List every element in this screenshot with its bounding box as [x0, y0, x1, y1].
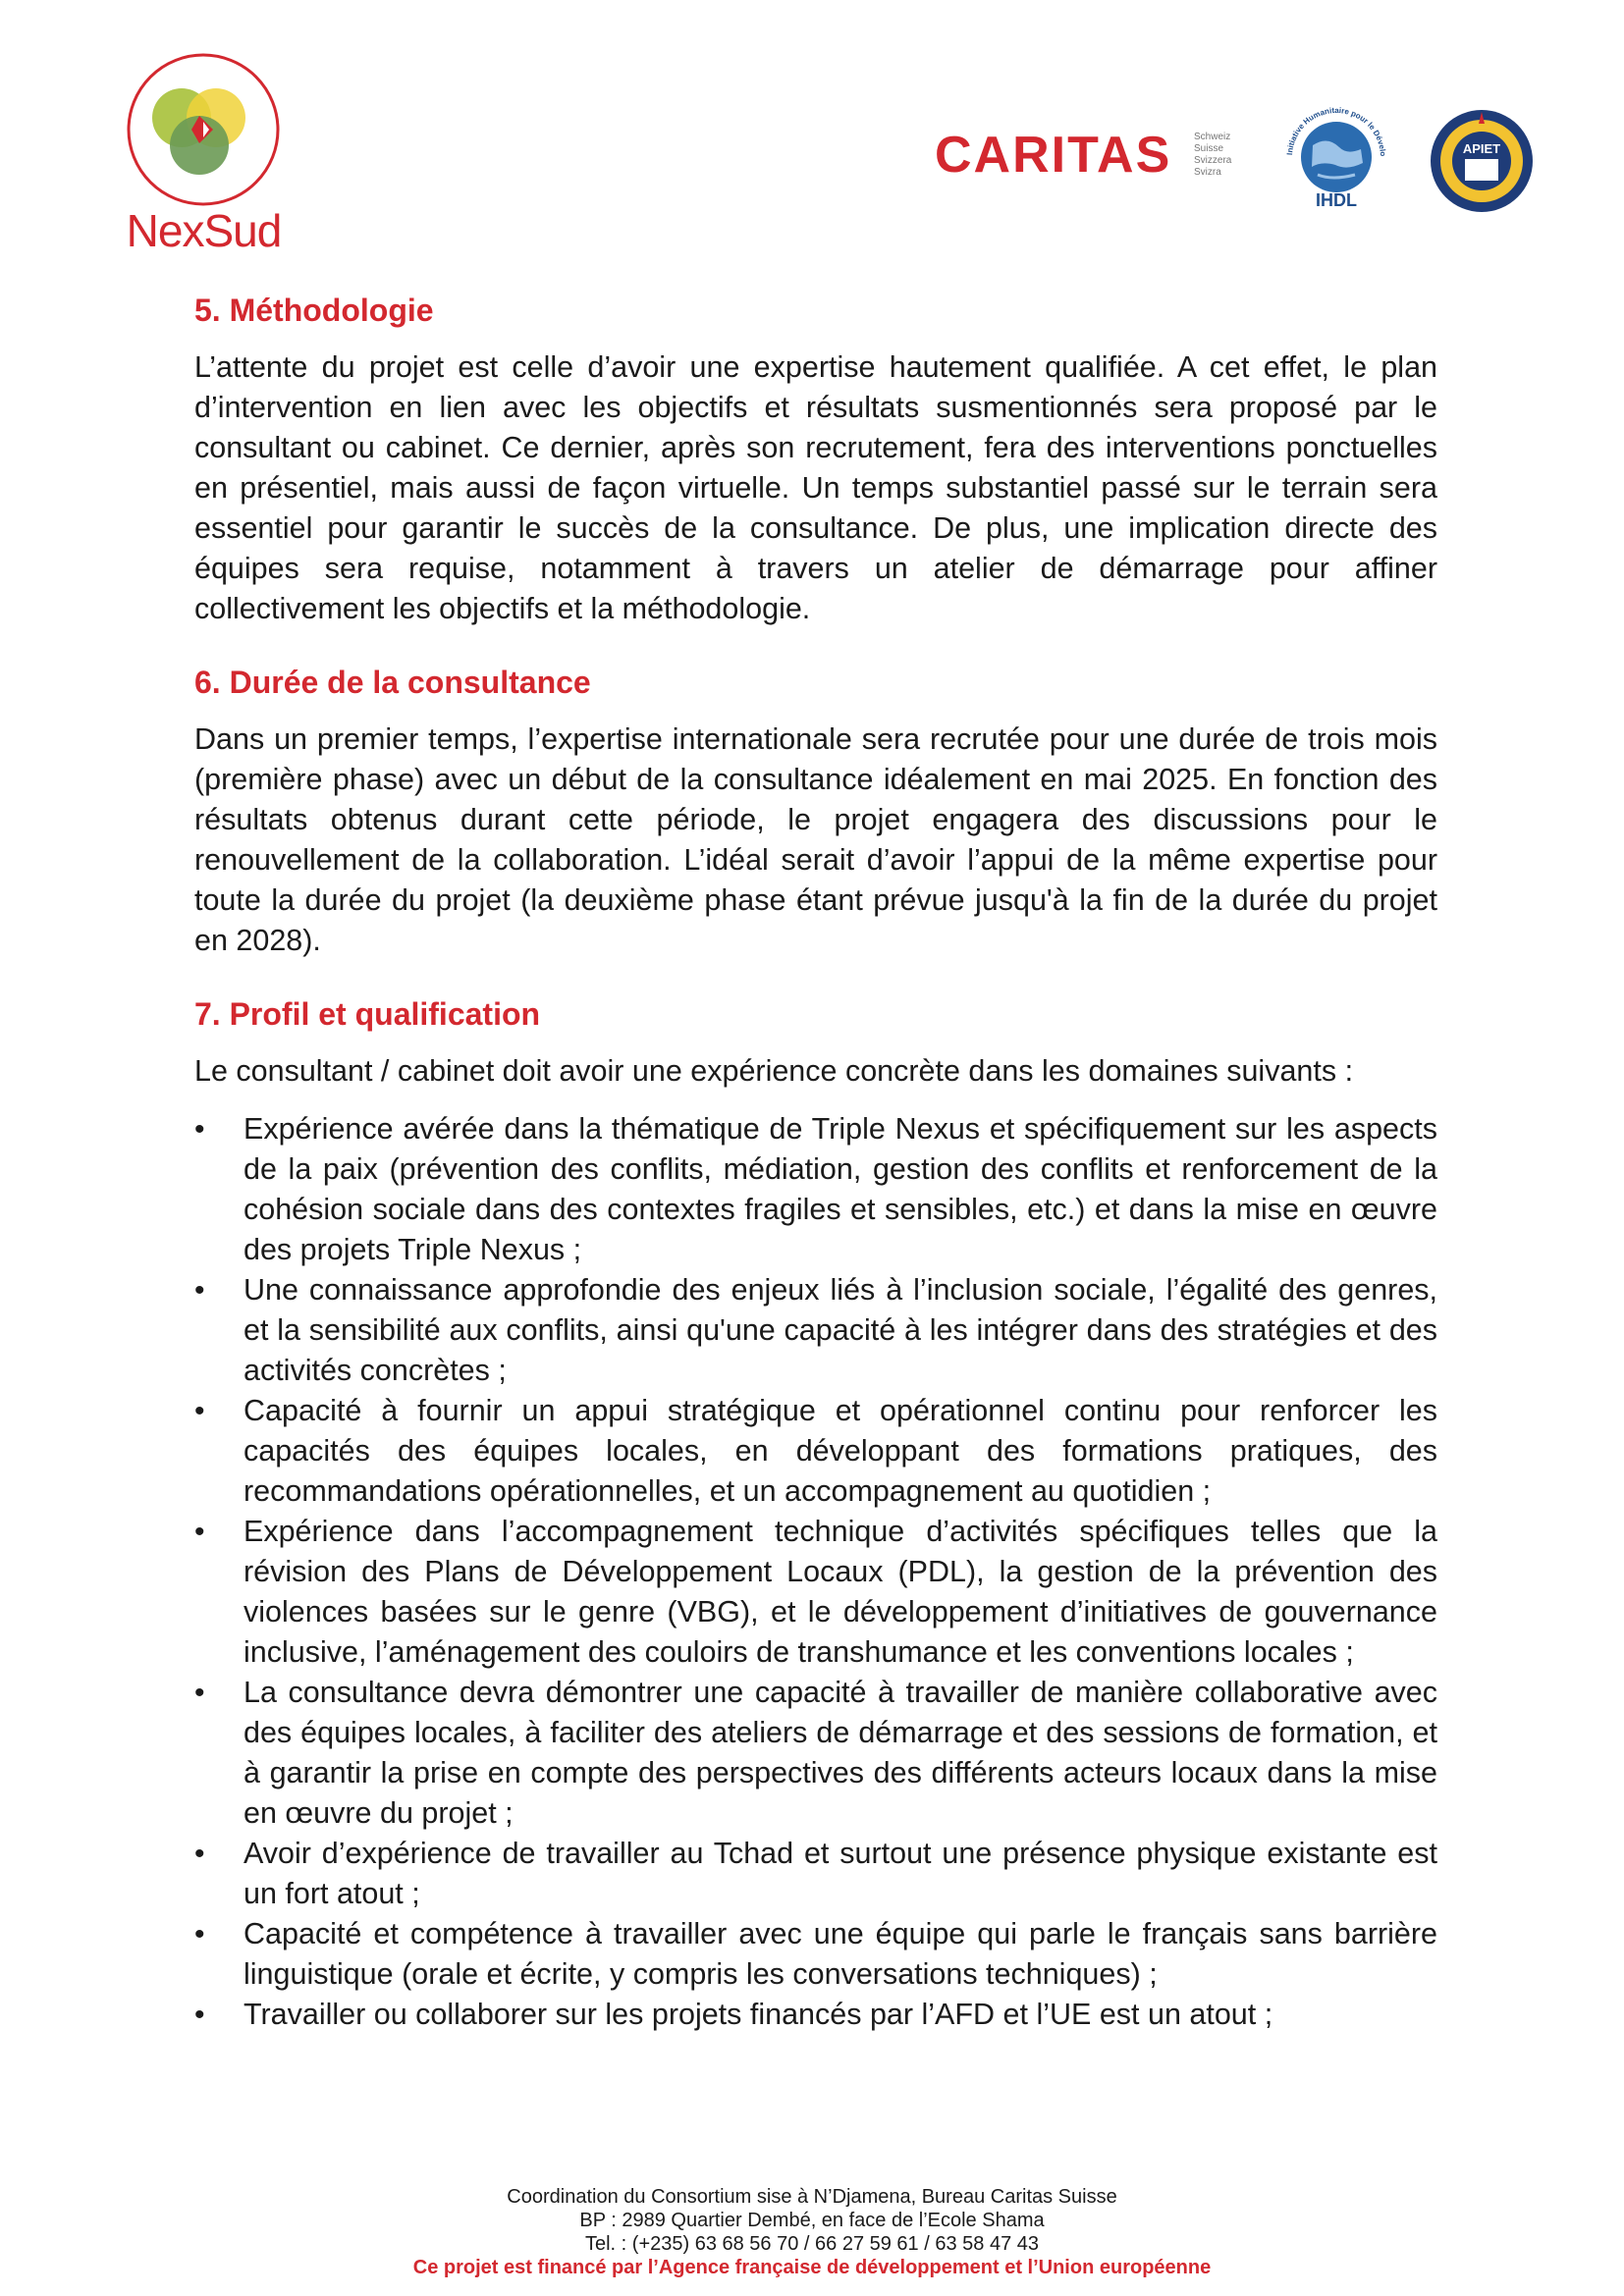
caritas-logo-text: CARITAS — [935, 127, 1172, 184]
document-body — [194, 291, 1437, 2035]
nexsud-emblem — [123, 49, 285, 206]
section-paragraph: Dans un premier temps, l’expertise internationale sera recrutée pour une durée de trois mois (première phase) avec un début de la consultance idéalement en mai 2025. En fonction des résultats obtenus durant cette période, le projet engagera des discussions pour le renouvellement de la collaboration. L’idéal serait d’avoir l’appui de la même expertise pour toute la durée du projet (la deuxième phase étant prévue jusqu'à la fin de la durée du projet en 2028). — [194, 722, 1437, 957]
footer-address: Coordination du Consortium sise à N’Djamena, Bureau Caritas Suisse — [507, 2186, 1117, 2208]
list-item: • Expérience dans l’accompagnement technique d’activités spécifiques telles que la révision des Plans de Développement Locaux (PDL), la gestion de la prévention des violences basées sur le genre (VBG), et le développement d’initiatives de gouvernance inclusive, l’aménagement des couloirs de transhumance et les conventions locales ; — [194, 1512, 1437, 1673]
section-heading: 7. Profil et qualification — [194, 996, 541, 1032]
list-item: • La consultance devra démontrer une capacité à travailler de manière collaborative avec des équipes locales, à faciliter des ateliers de démarrage et des sessions de formation, et à garantir la prise en compte des perspectives des différents acteurs locaux dans la mise en œuvre du projet ; — [194, 1673, 1437, 1834]
footer-phone: Tel. : (+235) 63 68 56 70 / 66 27 59 61 / 63 58 47 43 — [584, 2233, 1040, 2255]
section-paragraph: L’attente du projet est celle d’avoir une expertise hautement qualifiée. A cet effet, le plan d’intervention en lien avec les objectifs et résultats susmentionnés sera proposé par le consultant ou cabinet. Ce dernier, après son recrutement, fera des interventions ponctuelles en présentiel, mais aussi de façon virtuelle. Un temps substantiel passé sur le terrain sera essentiel pour garantir le succès de la consultance. De plus, une implication directe des équipes sera requise, notamment à travers un atelier de démarrage pour affiner collectivement les objectifs et la méthodologie. — [194, 350, 1437, 625]
ihdl-logo-text: IHDL — [1316, 190, 1357, 208]
apiet-logo — [1426, 102, 1538, 216]
list-item: • Travailler ou collaborer sur les projets financés par l’AFD et l’UE est un atout ; — [194, 1995, 1437, 2035]
list-item: • Capacité à fournir un appui stratégique et opérationnel continu pour renforcer les capacités des équipes locales, en développant des formations pratiques, des recommandations opérationnelles, et un accompagnement au quotidien ; — [194, 1391, 1437, 1512]
list-item: • Avoir d’expérience de travailler au Tchad et surtout une présence physique existante est un fort atout ; — [194, 1834, 1437, 1914]
list-item: • Une connaissance approfondie des enjeux liés à l’inclusion sociale, l’égalité des genres, et la sensibilité aux conflits, ainsi qu'une capacité à les intégrer dans des stratégies et des activités concrètes ; — [194, 1270, 1437, 1391]
svg-text:Initiative Humanitaire pour le: Initiative Humanitaire pour le Dévelo — [1285, 106, 1388, 157]
nexsud-logo — [123, 49, 285, 255]
nexsud-logo-text: NexSud — [126, 205, 282, 256]
section-profil — [194, 994, 1437, 2035]
list-item: • Capacité et compétence à travailler avec une équipe qui parle le français sans barrière linguistique (orale et écrite, y compris les conversations techniques) ; — [194, 1914, 1437, 1995]
section-heading: 6. Durée de la consultance — [194, 665, 591, 700]
section-methodologie — [194, 291, 1437, 629]
ihdl-logo — [1278, 106, 1394, 208]
apiet-seal-icon — [1426, 102, 1538, 216]
section-paragraph: Le consultant / cabinet doit avoir une expérience concrète dans les domaines suivants : — [194, 1054, 1354, 1088]
footer-po-box: BP : 2989 Quartier Dembé, en face de l’Ecole Shama — [579, 2210, 1045, 2231]
page-footer — [0, 2185, 1624, 2279]
caritas-logo — [935, 126, 1249, 185]
list-item: • Expérience avérée dans la thématique de Triple Nexus et spécifiquement sur les aspects de la paix (prévention des conflits, médiation, gestion des conflits et renforcement de la cohésion sociale dans des contextes fragiles et sensibles, etc.) et dans la mise en œuvre des projets Triple Nexus ; — [194, 1109, 1437, 1270]
caritas-languages: Schweiz Suisse Svizzera Svizra — [1194, 132, 1232, 178]
qualification-list — [194, 1109, 1437, 2035]
apiet-logo-text: APIET — [1462, 141, 1501, 156]
footer-funding: Ce projet est financé par l’Agence française de développement et l’Union européenne — [412, 2257, 1212, 2278]
section-heading: 5. Méthodologie — [194, 293, 434, 328]
ihdl-globe-icon — [1278, 106, 1394, 208]
section-duree — [194, 663, 1437, 961]
